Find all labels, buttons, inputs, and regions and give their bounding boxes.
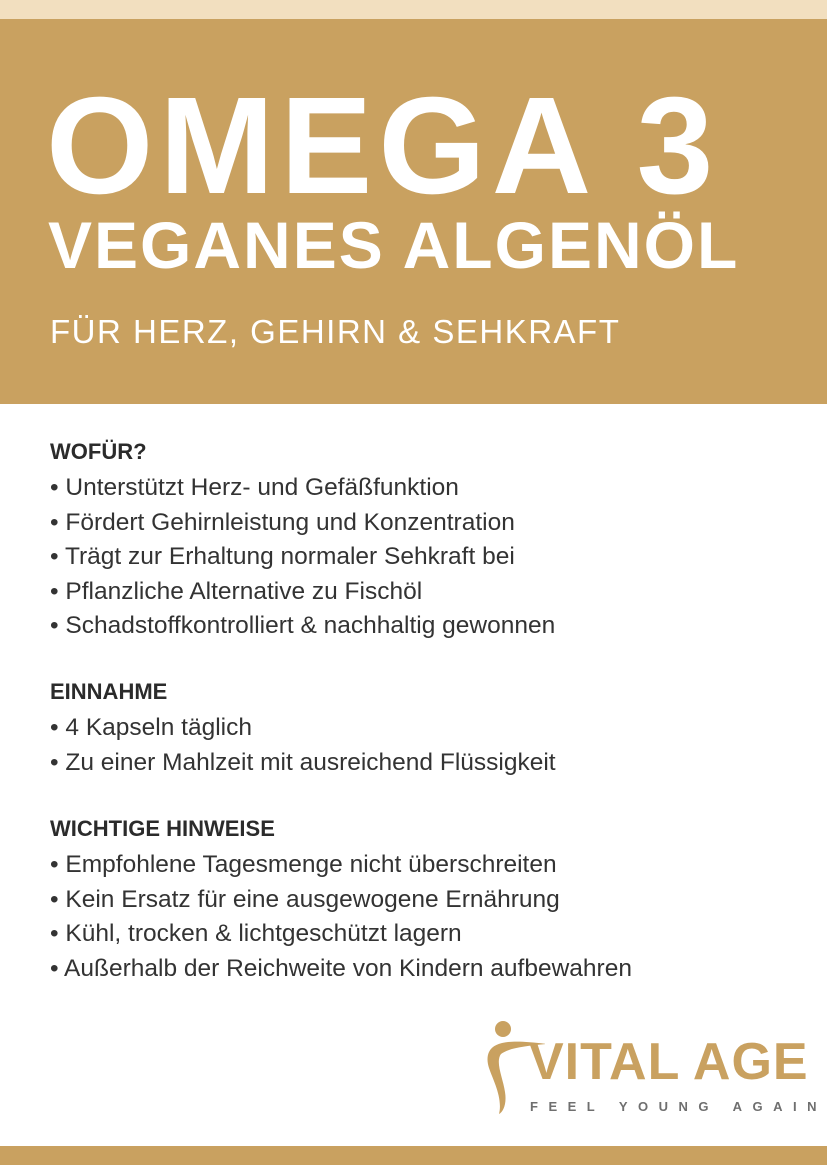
section-heading: WICHTIGE HINWEISE bbox=[50, 816, 275, 841]
logo-slogan: FEEL YOUNG AGAIN bbox=[530, 1099, 827, 1114]
list-item: • Kein Ersatz für eine ausgewogene Ernährung bbox=[50, 885, 560, 913]
bottom-bar bbox=[0, 1146, 827, 1165]
logo-name: VITAL AGE bbox=[529, 1033, 809, 1091]
list-item: • Trägt zur Erhaltung normaler Sehkraft bei bbox=[50, 543, 515, 570]
header-banner bbox=[0, 19, 827, 404]
section-heading: WOFÜR? bbox=[50, 439, 147, 464]
list-item: • 4 Kapseln täglich bbox=[50, 714, 252, 741]
list-item: • Kühl, trocken & lichtgeschützt lagern bbox=[50, 920, 462, 947]
product-tagline: FÜR HERZ, GEHIRN & SEHKRAFT bbox=[50, 313, 621, 350]
list-item: • Zu einer Mahlzeit mit ausreichend Flüssigkeit bbox=[50, 748, 556, 776]
brand-logo bbox=[485, 1018, 827, 1118]
product-subtitle: VEGANES ALGENÖL bbox=[48, 208, 740, 282]
list-item: • Außerhalb der Reichweite von Kindern aufbewahren bbox=[50, 954, 632, 982]
section-intake bbox=[50, 677, 556, 780]
list-item: • Schadstoffkontrolliert & nachhaltig gewonnen bbox=[50, 612, 556, 639]
list-item: • Unterstützt Herz- und Gefäßfunktion bbox=[50, 474, 459, 501]
list-item: • Fördert Gehirnleistung und Konzentration bbox=[50, 508, 515, 536]
product-title: OMEGA 3 bbox=[46, 69, 720, 223]
list-item: • Empfohlene Tagesmenge nicht überschreiten bbox=[50, 851, 557, 878]
section-notes bbox=[50, 814, 632, 986]
list-item: • Pflanzliche Alternative zu Fischöl bbox=[50, 577, 423, 605]
section-purpose bbox=[50, 437, 555, 644]
section-heading: EINNAHME bbox=[50, 679, 168, 704]
top-strip bbox=[0, 0, 827, 19]
